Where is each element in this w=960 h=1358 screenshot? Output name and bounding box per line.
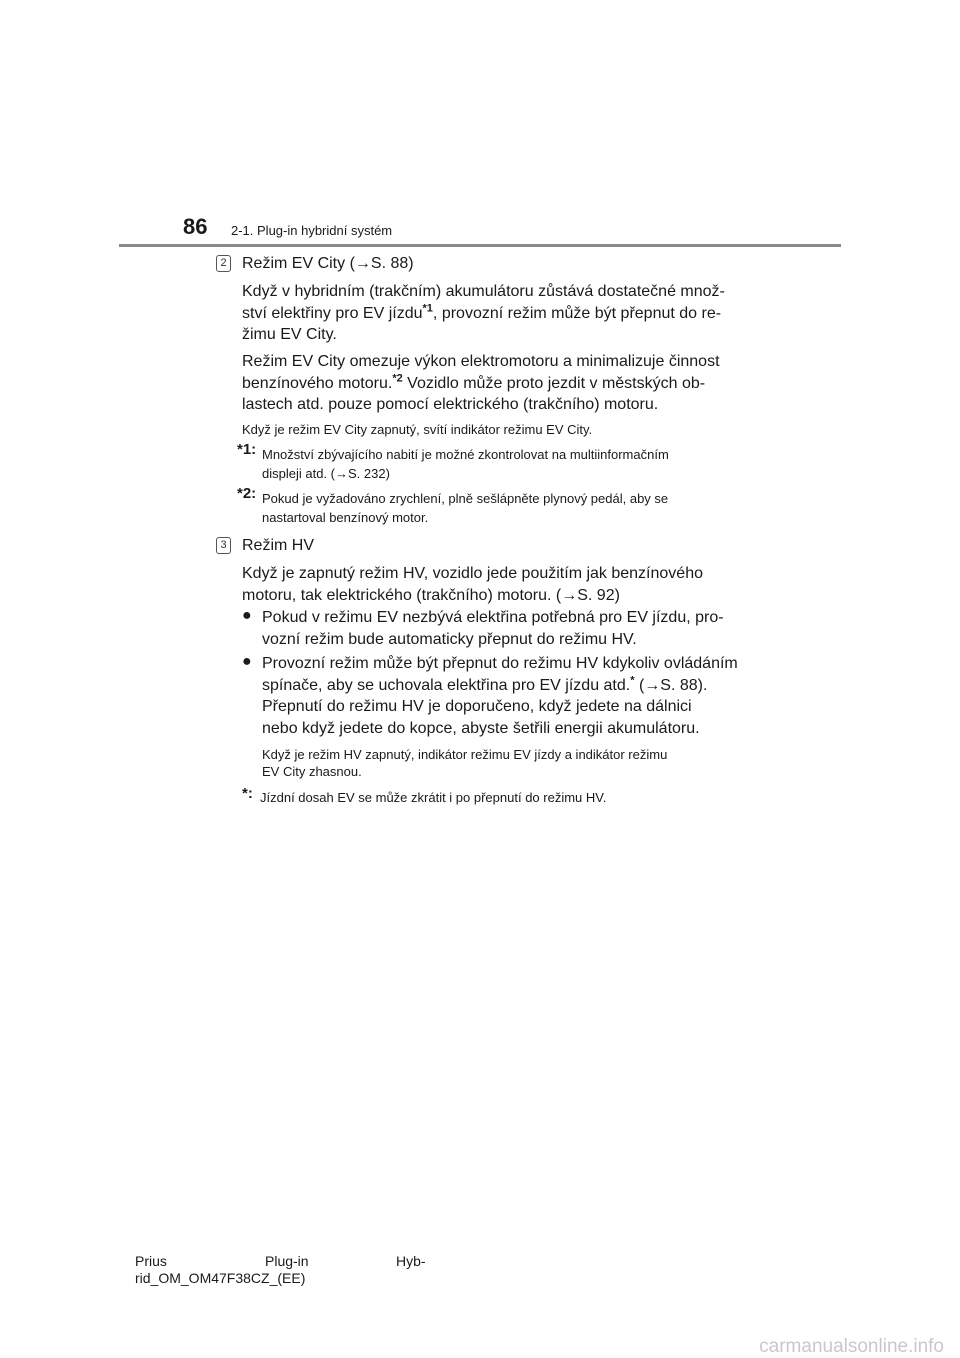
indicator-note-hv (262, 747, 742, 780)
text-line: Když je zapnutý režim HV, vozidlo jede použitím jak benzínového (242, 565, 703, 582)
footnote-ref: *2 (392, 372, 403, 385)
text-span: , provozní režim může být přepnut do re- (432, 304, 722, 322)
text-line (262, 675, 742, 697)
paragraph-ev-city-limits (242, 351, 742, 416)
text-span: (→S. 88). (634, 676, 708, 694)
item-number-badge: 2 (216, 255, 231, 272)
bullet-dot-icon: ● (242, 653, 252, 670)
text-line: Přepnutí do režimu HV je doporučeno, když jedete na dálnici (262, 698, 692, 715)
text-line: Režim EV City omezuje výkon elektromotoru a minimalizuje činnost (242, 353, 720, 370)
text-line: nastartoval benzínový motor. (262, 509, 429, 525)
footnote-ref: *1 (422, 302, 433, 315)
text-line: displeji atd. (→S. 232) (262, 465, 390, 481)
footer-text: Prius (135, 1253, 167, 1269)
watermark: carmanualsonline.info (759, 1336, 944, 1357)
text-line: Pokud je vyžadováno zrychlení, plně sešlápněte plynový pedál, aby se (262, 491, 669, 506)
paragraph-hv-intro (242, 563, 742, 606)
footer-text: Plug-in (265, 1253, 309, 1269)
bullet-dot-icon: ● (242, 607, 252, 624)
footnote-mark: *1: (237, 441, 257, 458)
text-line: Když je režim HV zapnutý, indikátor režimu EV jízdy a indikátor režimu (262, 747, 668, 762)
section-heading-hv: Režim HV (242, 537, 315, 554)
header-divider (119, 244, 841, 247)
footer-line-2: rid_OM_OM47F38CZ_(EE) (135, 1270, 306, 1286)
footnote-1 (262, 446, 744, 483)
footnote-mark: *2: (237, 485, 257, 502)
text-span: spínače, aby se uchovala elektřina pro EV jízdu atd. (262, 676, 631, 694)
page-number: 86 (183, 214, 208, 239)
footer-text: Hyb- (396, 1253, 426, 1269)
text-span: ství elektřiny pro EV jízdu (242, 304, 423, 322)
footnote-mark: *: (242, 785, 253, 802)
bullet-item-auto-switch (262, 607, 742, 650)
paragraph-ev-city-intro (242, 281, 742, 346)
footer-line-1 (135, 1253, 167, 1269)
text-line: Když v hybridním (trakčním) akumulátoru zůstává dostatečné množ- (242, 283, 725, 300)
text-line: nebo když jedete do kopce, abyste šetřili energii akumulátoru. (262, 719, 700, 737)
text-line: motoru, tak elektrického (trakčního) motoru. (→S. 92) (242, 586, 620, 604)
text-line: EV City zhasnou. (262, 763, 362, 779)
text-line: žimu EV City. (242, 326, 337, 343)
bullet-item-manual-switch (262, 653, 742, 739)
footnote-2 (262, 490, 744, 527)
text-line: Pokud v režimu EV nezbývá elektřina potřebná pro EV jízdu, pro- (262, 609, 724, 626)
footnote-hv: Jízdní dosah EV se může zkrátit i po přepnutí do režimu HV. (260, 790, 607, 805)
text-line (242, 373, 742, 395)
text-span: Vozidlo může proto jezdit v městských ob- (402, 374, 706, 392)
footnote-ref: * (630, 674, 635, 687)
text-line (242, 303, 742, 325)
text-line: lastech atd. pouze pomocí elektrického (trakčního) motoru. (242, 396, 659, 413)
indicator-note: Když je režim EV City zapnutý, svítí indikátor režimu EV City. (242, 422, 593, 437)
text-line: Množství zbývajícího nabití je možné zkontrolovat na multiinformačním (262, 447, 669, 462)
section-heading-ev-city: Režim EV City (→S. 88) (242, 255, 414, 272)
text-line: vozní režim bude automaticky přepnut do režimu HV. (262, 630, 637, 648)
text-line: Provozní režim může být přepnut do režimu HV kdykoliv ovládáním (262, 655, 738, 672)
item-number-badge: 3 (216, 537, 231, 554)
section-title: 2-1. Plug-in hybridní systém (231, 223, 393, 238)
text-span: benzínového motoru. (242, 374, 393, 392)
